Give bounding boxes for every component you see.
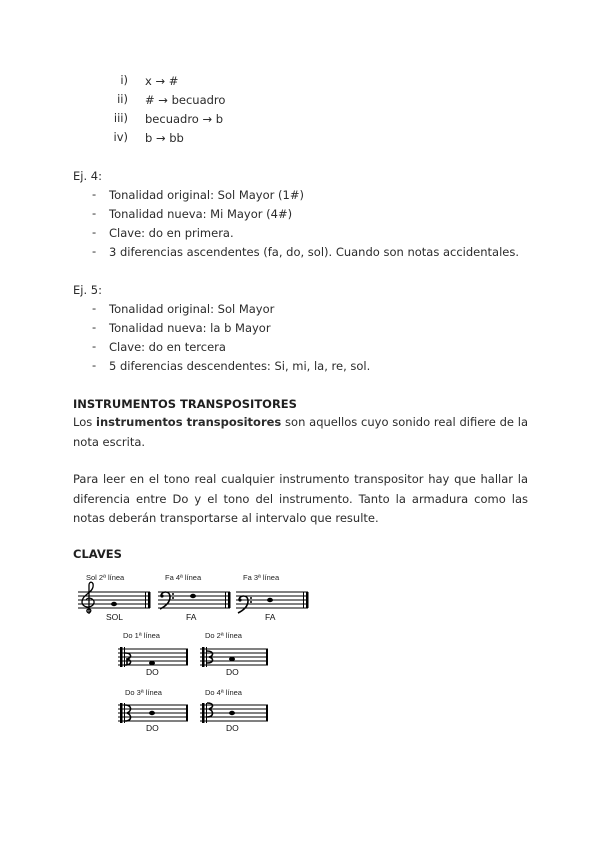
list-item: Tonalidad original: Sol Mayor: [109, 302, 275, 316]
note-head: [229, 657, 235, 661]
list-item: becuadro → b: [145, 112, 224, 126]
list-item: Clave: do en primera.: [109, 226, 234, 240]
paragraph-text: Los: [73, 415, 97, 429]
note-head: [267, 598, 273, 602]
note-label: FA: [265, 612, 276, 622]
list-number: ii): [117, 92, 128, 106]
clef-title: Do 1ª línea: [123, 631, 160, 640]
note-label: DO: [226, 723, 239, 733]
note-head: [190, 594, 196, 598]
ej4-title: Ej. 4:: [73, 169, 102, 183]
list-number: i): [120, 73, 128, 87]
note-label: DO: [226, 667, 239, 677]
note-head: [149, 711, 155, 715]
clef-title: Do 2ª línea: [205, 631, 242, 640]
note-head: [149, 661, 155, 665]
list-item: 3 diferencias ascendentes (fa, do, sol). Cuando son notas accidentales.: [109, 245, 519, 259]
bullet-dash: -: [92, 358, 97, 372]
bullet-dash: -: [92, 339, 97, 353]
clef-title: Do 3ª línea: [125, 688, 162, 697]
list-number: iii): [113, 111, 128, 125]
list-item: 5 diferencias descendentes: Si, mi, la, re, sol.: [109, 359, 371, 373]
paragraph-transport: Para leer en el tono real cualquier instrumento transpositor hay que hallar la diferencia entre Do y el tono del instrumento. Tanto la armadura como las notas deberán transportarse al intervalo que resulte.: [73, 472, 528, 525]
note-label: DO: [146, 667, 159, 677]
note-head: [111, 602, 117, 606]
list-item: b → bb: [145, 131, 184, 145]
clef-title: Fa 4ª línea: [165, 573, 202, 582]
bullet-dash: -: [92, 187, 97, 201]
list-item: x → #: [145, 74, 179, 88]
note-label: SOL: [106, 612, 124, 622]
list-item: # → becuadro: [145, 93, 226, 107]
ej5-title: Ej. 5:: [73, 283, 102, 297]
clefs-figure: [0, 565, 600, 735]
list-item: Tonalidad original: Sol Mayor (1#): [109, 188, 304, 202]
clef-title: Do 4ª línea: [205, 688, 242, 697]
bullet-dash: -: [92, 301, 97, 315]
list-number: iv): [113, 130, 128, 144]
list-item: Tonalidad nueva: Mi Mayor (4#): [109, 207, 293, 221]
list-item: Tonalidad nueva: la b Mayor: [109, 321, 271, 335]
list-item: Clave: do en tercera: [109, 340, 226, 354]
bold-term: instrumentos transpositores: [96, 415, 282, 429]
paragraph-text: son aquellos cuyo sonido real difiere de la nota escrita.: [73, 415, 529, 449]
bullet-dash: -: [92, 206, 97, 220]
section-heading-claves: CLAVES: [73, 547, 122, 561]
note-label: DO: [146, 723, 159, 733]
note-label: FA: [186, 612, 197, 622]
bullet-dash: -: [92, 320, 97, 334]
clef-title: Sol 2ª línea: [86, 573, 125, 582]
clef-title: Fa 3ª línea: [243, 573, 280, 582]
note-head: [229, 711, 235, 715]
bullet-dash: -: [92, 225, 97, 239]
bullet-dash: -: [92, 244, 97, 258]
section-heading-transpositores: INSTRUMENTOS TRANSPOSITORES: [73, 397, 297, 411]
paragraph-definition: [73, 413, 528, 452]
